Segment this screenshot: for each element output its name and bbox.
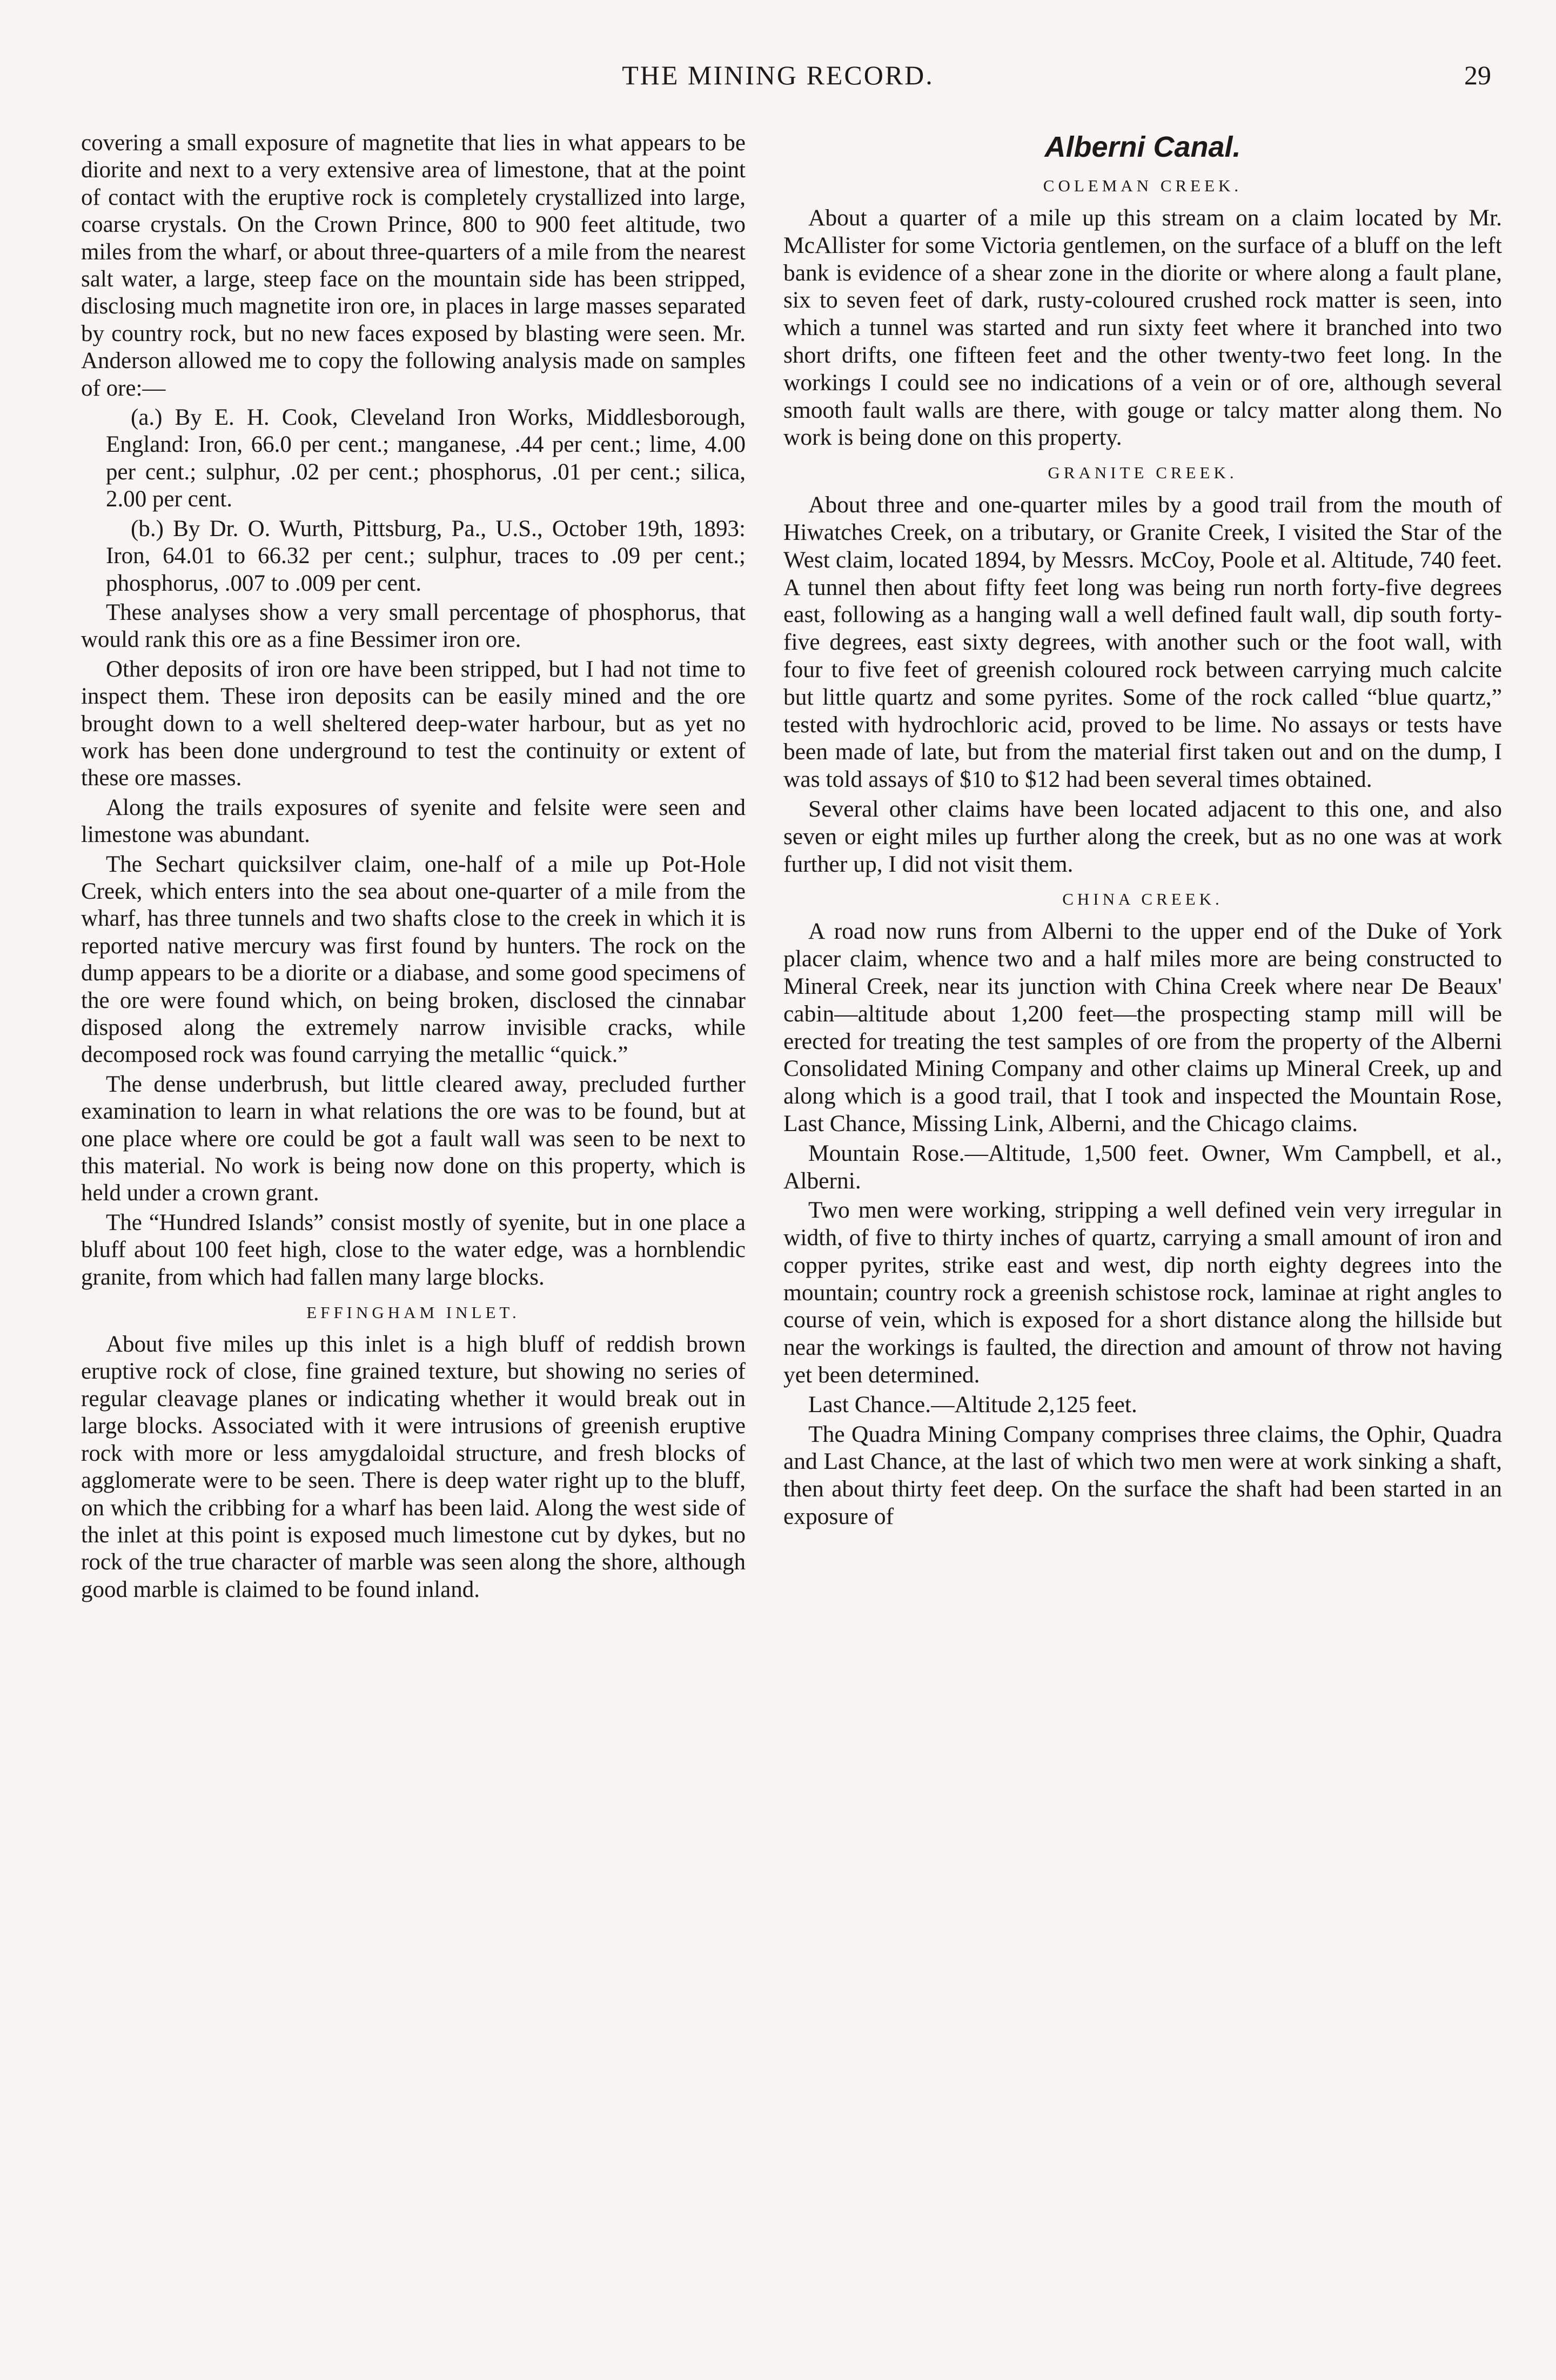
right-column [783,130,1502,2340]
page-number: 29 [1464,60,1491,90]
section-heading-china: CHINA CREEK. [1062,890,1223,909]
paragraph: Along the trails exposures of syenite and felsite were seen and limestone was abundant. [81,794,746,848]
paragraph: A road now runs from Alberni to the upper end of the Duke of York placer claim, whence two and a half miles more are being constructed to Mineral Creek, near its junction with China Creek where near De Beaux' cabin—altitude about 1,200 feet—the prospecting stamp mill will be erected for treating the test samples of ore from the property of the Alberni Consolidated Mining Company and other claims up Mineral Creek, up and along which is a good trail, that I took and inspected the Mountain Rose, Last Chance, Missing Link, Alberni, and the Chicago claims. [783,918,1502,1136]
running-head [0,59,1556,103]
journal-title: THE MINING RECORD. [622,60,934,90]
paragraph: Last Chance.—Altitude 2,125 feet. [808,1391,1137,1418]
paragraph: The Quadra Mining Company comprises three claims, the Ophir, Quadra and Last Chance, at the last of which two men were at work sinking a shaft, then about thirty feet deep. On the surface the shaft had been started in an exposure of [783,1421,1502,1530]
paragraph: Other deposits of iron ore have been stripped, but I had not time to inspect them. These iron deposits can be easily mined and the ore brought down to a well sheltered deep-water harbour, but as yet no work has been done underground to test the continuity or extent of these ore masses. [81,656,746,791]
analysis-b: (b.) By Dr. O. Wurth, Pittsburg, Pa., U.S., October 19th, 1893: Iron, 64.01 to 66.32 per cent.; sulphur, traces to .09 per cent.; phosphorus, .007 to .009 per cent. [106,516,746,596]
paragraph: The Sechart quicksilver claim, one-half of a mile up Pot-Hole Creek, which enters into the sea about one-quarter of a mile from the wharf, has three tunnels and two shafts close to the creek in which it is reported native mercury was first found by hunters. The rock on the dump appears to be a diorite or a diabase, and some good specimens of the ore were found which, on being broken, disclosed the cinnabar disposed along the extremely narrow invisible cracks, while decomposed rock was found carrying the metallic “quick.” [81,851,746,1068]
left-column [81,130,746,2340]
section-heading-granite: GRANITE CREEK. [1048,463,1238,483]
paragraph: The dense underbrush, but little cleared away, precluded further examination to learn in what relations the ore was to be found, but at one place where ore could be got a fault wall was seen to be next to this material. No work is being now done on this property, which is held under a crown grant. [81,1071,746,1206]
section-heading-coleman: COLEMAN CREEK. [1043,176,1243,195]
analysis-a: (a.) By E. H. Cook, Cleveland Iron Works, Middlesborough, England: Iron, 66.0 per cent.; manganese, .44 per cent.; lime, 4.00 per cent.; sulphur, .02 per cent.; phosphorus, .01 per cent.; silica, 2.00 per cent. [106,405,746,512]
paragraph: About three and one-quarter miles by a good trail from the mouth of Hiwatches Creek, on a tributary, or Granite Creek, I visited the Star of the West claim, located 1894, by Messrs. McCoy, Poole et al. Altitude, 740 feet. A tunnel then about fifty feet long was being run north forty-five degrees east, following as a hanging wall a well defined fault wall, dip south forty-five degrees, east sixty degrees, with another such or the foot wall, with four to five feet of greenish coloured rock between carrying much calcite but little quartz and some pyrites. Some of the rock called “blue quartz,” tested with hydrochloric acid, proved to be lime. No assays or tests have been made of late, but from the material first taken out and on the dump, I was told assays of $10 to $12 had been several times obtained. [783,492,1502,793]
paragraph: Two men were working, stripping a well defined vein very irregular in width, of five to thirty inches of quartz, carrying a small amount of iron and copper pyrites, strike east and west, dip north eighty degrees into the mountain; country rock a greenish schistose rock, laminae at right angles to course of vein, which is exposed for a short distance along the hillside but near the workings is faulted, the direction and amount of throw not having yet been determined. [783,1197,1502,1388]
paragraph: covering a small exposure of magnetite that lies in what appears to be diorite and next to a very extensive area of limestone, that at the point of contact with the eruptive rock is completely crystallized into large, coarse crystals. On the Crown Prince, 800 to 900 feet altitude, two miles from the wharf, or about three-quarters of a mile from the nearest salt water, a large, steep face on the mountain side has been stripped, disclosing much magnetite iron ore, in places in large masses separated by country rock, but no new faces exposed by blasting were seen. Mr. Anderson allowed me to copy the following analysis made on samples of ore:— [81,130,746,401]
paragraph: Mountain Rose.—Altitude, 1,500 feet. Owner, Wm Campbell, et al., Alberni. [783,1140,1502,1194]
paragraph: The “Hundred Islands” consist mostly of syenite, but in one place a bluff about 100 feet high, close to the water edge, was a hornblendic granite, from which had fallen many large blocks. [81,1209,746,1290]
section-heading-effingham: EFFINGHAM INLET. [306,1303,520,1322]
paragraph: These analyses show a very small percentage of phosphorus, that would rank this ore as a fine Bessimer iron ore. [81,599,746,653]
paragraph: About a quarter of a mile up this stream on a claim located by Mr. McAllister for some Victoria gentlemen, on the surface of a bluff on the left bank is evidence of a shear zone in the diorite or where along a fault plane, six to seven feet of dark, rusty-coloured crushed rock matter is seen, into which a tunnel was started and run sixty feet where it branched into two short drifts, one fifteen feet and the other twenty-two feet long. In the workings I could see no indications of a vein or of ore, although several smooth fault walls are there, with gouge or talcy matter along them. No work is being done on this property. [783,205,1502,451]
article-title: Alberni Canal. [1044,131,1241,163]
paragraph: Several other claims have been located adjacent to this one, and also seven or eight miles up further along the creek, but as no one was at work further up, I did not visit them. [783,795,1502,877]
paragraph: About five miles up this inlet is a high bluff of reddish brown eruptive rock of close, fine grained texture, but showing no series of regular cleavage planes or indicating whether it would break out in large blocks. Associated with it were intrusions of greenish eruptive rock with more or less amygdaloidal structure, and fresh blocks of agglomerate were to be seen. There is deep water right up to the bluff, on which the cribbing for a wharf has been laid. Along the west side of the inlet at this point is exposed much limestone cut by dykes, but no rock of the true character of marble was seen along the shore, although good marble is claimed to be found inland. [81,1332,746,1602]
